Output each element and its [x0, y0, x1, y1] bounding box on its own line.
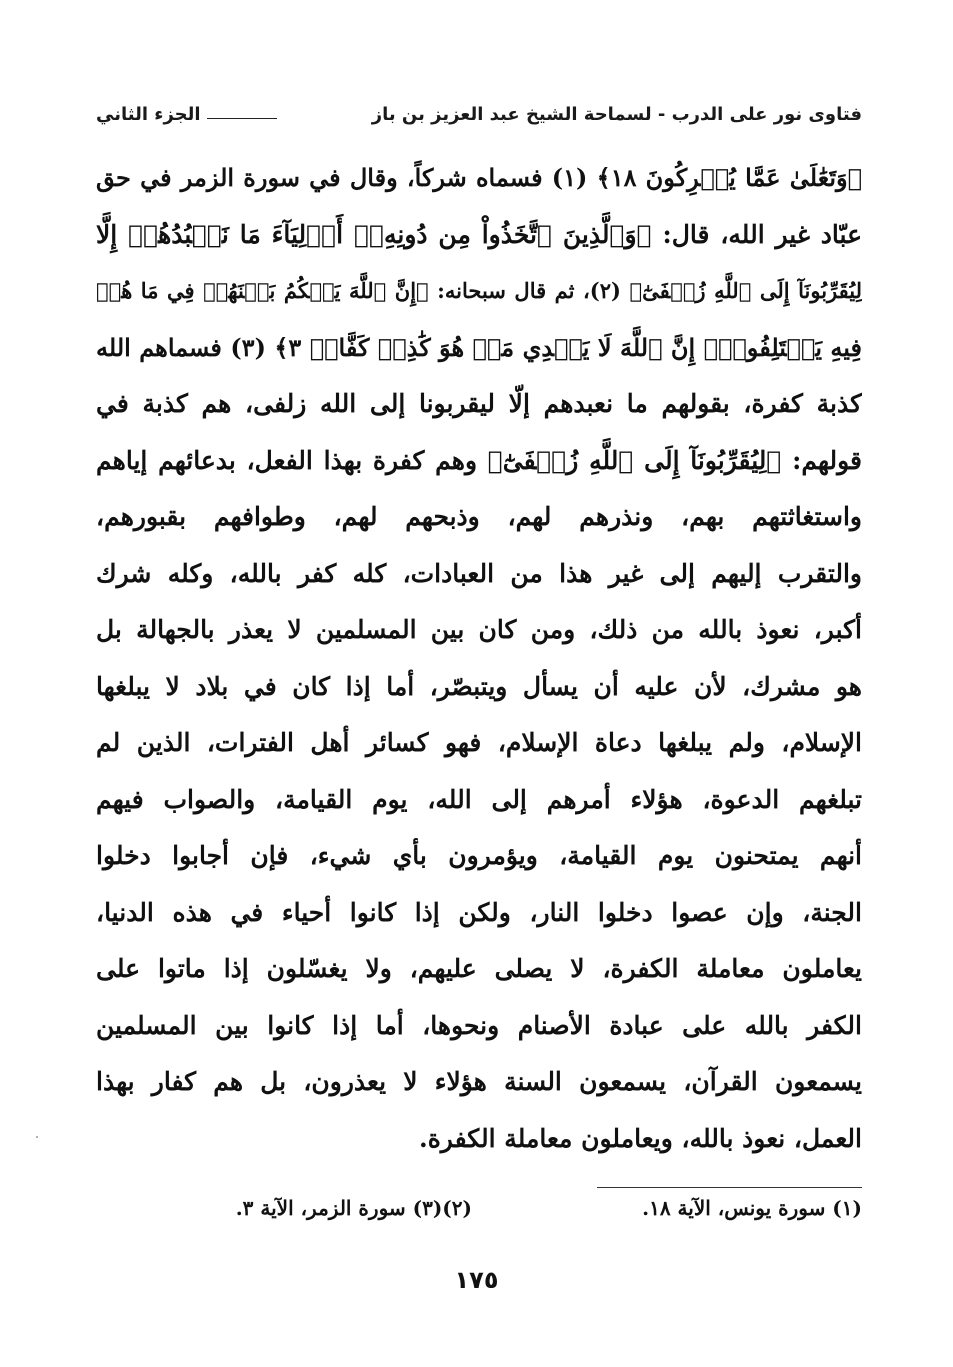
text-line: العمل، نعوذ بالله، ويعاملون معاملة الكفرة.	[418, 1123, 862, 1153]
text-line: والتقرب إليهم إلى غير هذا من العبادات، كله كفر بالله، وكله شرك	[96, 558, 862, 588]
header-volume-group	[96, 104, 283, 125]
header-book-title: فتاوى نور على الدرب - لسماحة الشيخ عبد العزيز بن باز	[371, 103, 862, 125]
footnote-2: (٢)(٣) سورة الزمر، الآية ٣.	[235, 1196, 472, 1220]
header-volume: الجزء الثاني	[96, 103, 201, 125]
text-line: عبّاد غير الله، قال: ﴿وَٱلَّذِينَ ٱتَّخَذُواْ مِن دُونِهِۦٓ أَوۡلِيَآءَ مَا نَعۡبُدُهُمۡ إِلَّا	[96, 219, 862, 249]
body-text	[96, 150, 862, 1167]
footnote-1: (١) سورة يونس، الآية ١٨.	[642, 1196, 862, 1220]
text-line: قولهم: ﴿لِيُقَرِّبُونَآ إِلَى ٱللَّهِ زُلۡفَىٰٓ﴾ وهم كفرة بهذا الفعل، بدعائهم إياهم	[96, 445, 862, 475]
text-line: أنهم يمتحنون يوم القيامة، ويؤمرون بأي شيء، فإن أجابوا دخلوا	[96, 841, 862, 870]
scan-speck	[36, 1136, 38, 1138]
running-header	[96, 96, 862, 132]
text-line: أكبر، نعوذ بالله من ذلك، ومن كان بين المسلمين لا يعذر بالجهالة بل	[96, 615, 862, 644]
text-line: ﴿وَتَعَٰلَىٰ عَمَّا يُشۡرِكُونَ ١٨﴾ (١) فسماه شركاً، وقال في سورة الزمر في حق	[96, 163, 862, 192]
text-line: الجنة، وإن عصوا دخلوا النار، ولكن إذا كانوا أحياء في هذه الدنيا،	[96, 897, 862, 927]
text-line: هو مشرك، لأن عليه أن يسأل ويتبصّر، أما إذا كان في بلاد لا يبلغها	[96, 671, 862, 701]
page-number: ١٧٥	[454, 1266, 499, 1294]
text-line: فِيهِ يَخۡتَلِفُونَۗ إِنَّ ٱللَّهَ لَا يَهۡدِي مَنۡ هُوَ كَٰذِبٞ كَفَّارٞ ٣﴾ (٣) فسماهم الله	[96, 332, 862, 362]
text-line: الكفر بالله على عبادة الأصنام ونحوها، أما إذا كانوا بين المسلمين	[96, 1010, 862, 1040]
text-line: لِيُقَرِّبُونَآ إِلَى ٱللَّهِ زُلۡفَىٰٓ﴾ (٢)، ثم قال سبحانه: ﴿إِنَّ ٱللَّهَ يَحۡكُمُ بَيۡنَهُمۡ فِي مَا هُمۡ	[96, 278, 862, 303]
footnote-rule	[597, 1187, 862, 1188]
text-line: كذبة كفرة، بقولهم ما نعبدهم إلّا ليقربونا إلى الله زلفى، هم كذبة في	[96, 389, 862, 418]
footnotes	[96, 1196, 862, 1236]
text-line: تبلغهم الدعوة، هؤلاء أمرهم إلى الله، يوم القيامة، والصواب فيهم	[96, 784, 862, 814]
text-line: يعاملون معاملة الكفرة، لا يصلى عليهم، ولا يغسّلون إذا ماتوا على	[96, 954, 862, 983]
text-line: واستغاثتهم بهم، ونذرهم لهم، وذبحهم لهم، وطوافهم بقبورهم،	[96, 502, 862, 531]
text-line: يسمعون القرآن، يسمعون السنة هؤلاء لا يعذرون، بل هم كفار بهذا	[96, 1067, 862, 1096]
text-line: الإسلام، ولم يبلغها دعاة الإسلام، فهو كسائر أهل الفترات، الذين لم	[96, 728, 862, 757]
header-rule	[207, 118, 277, 119]
